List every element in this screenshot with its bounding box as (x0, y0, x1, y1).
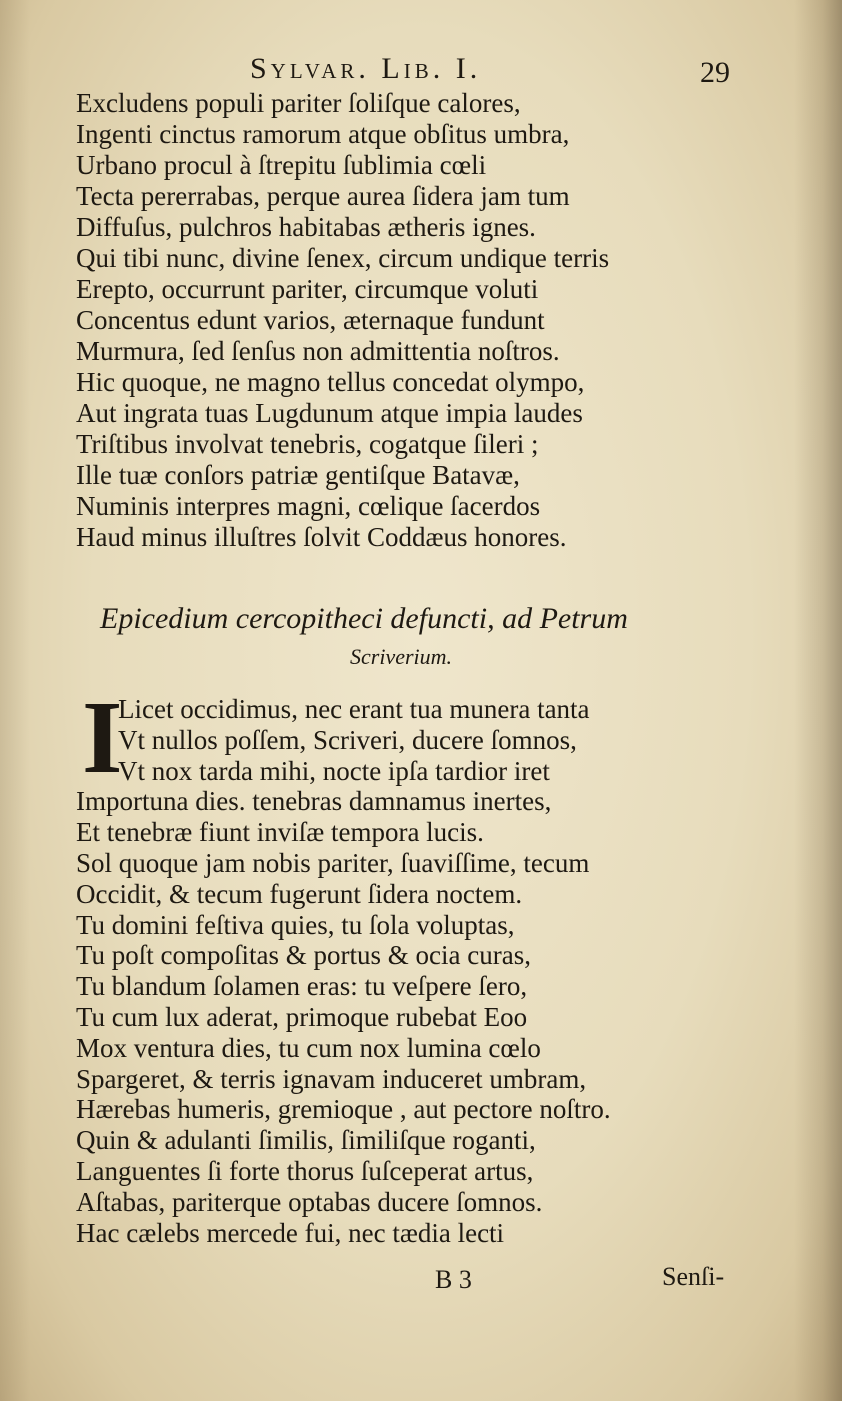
verse-line: Aſtabas, pariterque optabas ducere ſomnos. (76, 1186, 543, 1217)
verse-line: Vt nox tarda mihi, nocte ipſa tardior iret (118, 755, 550, 786)
verse-line: Quin & adulanti ſimilis, ſimiliſque roganti, (76, 1125, 536, 1156)
catchword: Senſi- (662, 1262, 725, 1291)
drop-capital: I (82, 680, 123, 795)
verse-line: Et tenebræ fiunt inviſæ tempora lucis. (76, 817, 484, 848)
verse-line: Ille tuæ conſors patriæ gentiſque Batavæ, (76, 460, 520, 490)
verse-line: Haud minus illuſtres ſolvit Coddæus honores. (76, 522, 567, 552)
verse-line: Urbano procul à ſtrepitu ſublimia cœli (76, 150, 487, 180)
verse-line: Licet occidimus, nec erant tua munera tanta (118, 694, 590, 724)
verse-line: Triſtibus involvat tenebris, cogatque ſileri ; (76, 429, 539, 459)
verse-line: Concentus edunt varios, æternaque fundunt (76, 305, 545, 335)
running-head: Sylvar. Lib. I. (250, 52, 482, 85)
verse-line: Sol quoque jam nobis pariter, ſuaviſſime, tecum (76, 847, 590, 878)
page-shadow-left (0, 0, 30, 1401)
verse-line: Occidit, & tecum fugerunt ſidera noctem. (76, 878, 523, 909)
verse-line: Tu cum lux aderat, primoque rubebat Eoo (76, 1001, 528, 1032)
poem-block-b (76, 694, 611, 1248)
verse-line: Hic quoque, ne magno tellus concedat olympo, (76, 367, 585, 397)
poem-heading: Epicedium cercopitheci defuncti, ad Petrum (100, 602, 628, 635)
verse-line: Tecta pererrabas, perque aurea ſidera jam tum (76, 181, 570, 211)
verse-line: Mox ventura dies, tu cum nox lumina cœlo (76, 1032, 541, 1063)
verse-line: Spargeret, & terris ignavam induceret umbram, (76, 1063, 587, 1094)
verse-line: Vt nullos poſſem, Scriveri, ducere ſomnos, (118, 724, 577, 755)
poem-block-a (76, 88, 609, 553)
signature-mark: B 3 (435, 1265, 472, 1294)
verse-line: Murmura, ſed ſenſus non admittentia noſtros. (76, 336, 560, 366)
verse-line: Tu domini feſtiva quies, tu ſola voluptas, (76, 909, 515, 940)
verse-line: Ingenti cinctus ramorum atque obſitus umbra, (76, 119, 570, 149)
verse-line: Languentes ſi forte thorus ſuſceperat artus, (76, 1155, 534, 1186)
verse-line: Qui tibi nunc, divine ſenex, circum undique terris (76, 243, 610, 273)
verse-line: Hac cælebs mercede fui, nec tædia lecti (76, 1217, 505, 1248)
verse-line: Aut ingrata tuas Lugdunum atque impia laudes (76, 398, 583, 428)
page-shadow-right (794, 0, 842, 1401)
verse-line: Numinis interpres magni, cœlique ſacerdos (76, 491, 541, 521)
page-number: 29 (700, 56, 730, 89)
verse-line: Tu blandum ſolamen eras: tu veſpere ſero, (76, 971, 528, 1002)
verse-line: Excludens populi pariter ſoliſque calores, (76, 88, 521, 118)
verse-line: Diffuſus, pulchros habitabas ætheris ignes. (76, 212, 536, 242)
poem-subheading: Scriverium. (350, 644, 453, 669)
verse-line: Tu poſt compoſitas & portus & ocia curas, (76, 940, 531, 971)
verse-line: Importuna dies. tenebras damnamus inertes, (76, 786, 552, 817)
verse-line: Hærebas humeris, gremioque , aut pectore noſtro. (76, 1094, 611, 1125)
verse-line: Erepto, occurrunt pariter, circumque voluti (76, 274, 539, 304)
